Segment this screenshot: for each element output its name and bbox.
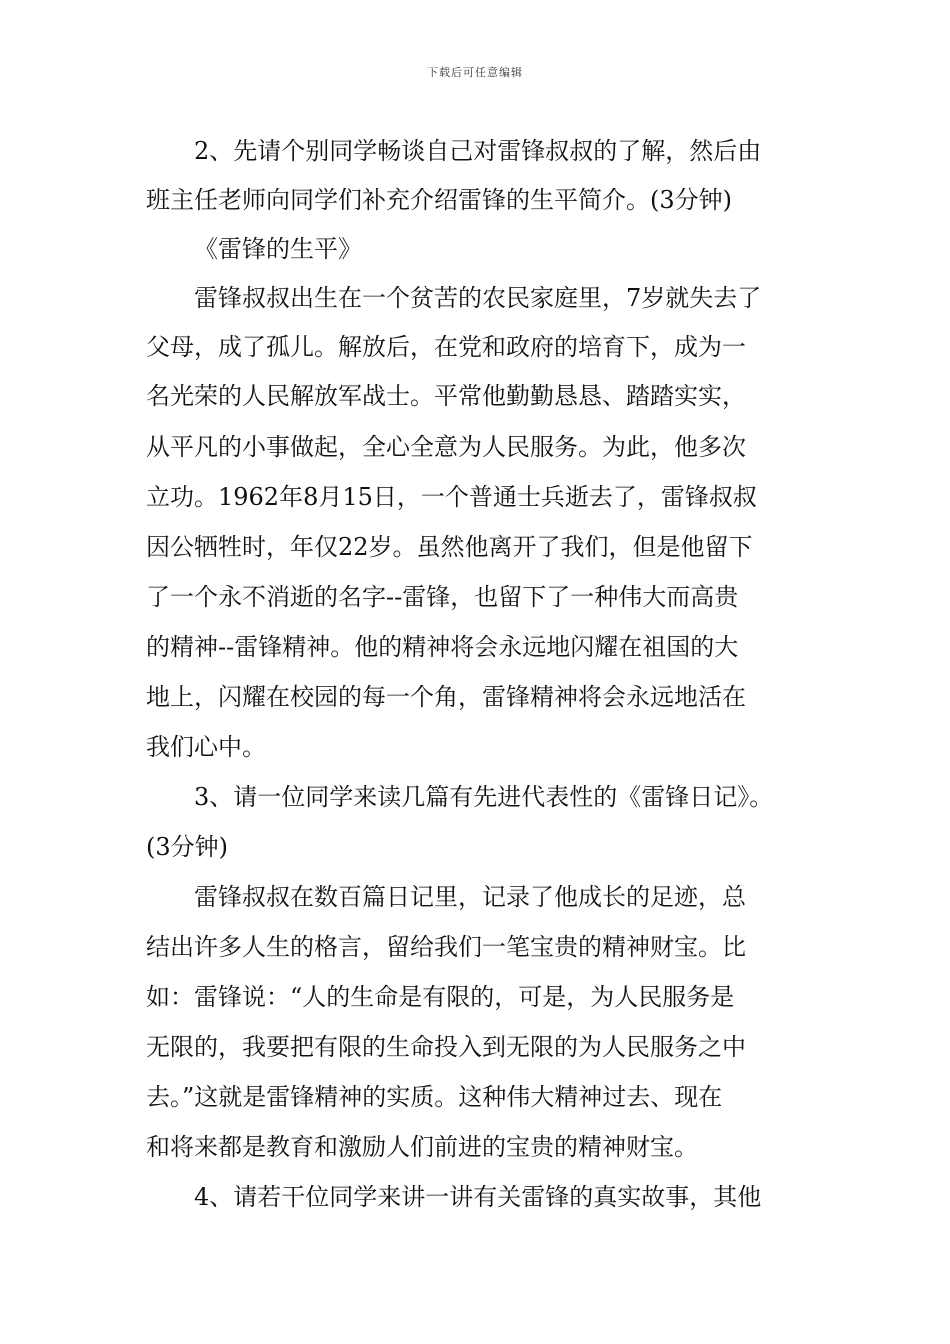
text-line: 了一个永不消逝的名字--雷锋，也留下了一种伟大而高贵 (146, 583, 739, 611)
text-line: 的精神--雷锋精神。他的精神将会永远地闪耀在祖国的大 (146, 633, 739, 661)
text-line: 雷锋叔叔在数百篇日记里，记录了他成长的足迹，总 (194, 883, 746, 911)
text-line: 去。”这就是雷锋精神的实质。这种伟大精神过去、现在 (146, 1083, 723, 1111)
text-line: 班主任老师向同学们补充介绍雷锋的生平简介。(3分钟) (146, 186, 732, 214)
text-line: 结出许多人生的格言，留给我们一笔宝贵的精神财宝。比 (146, 933, 746, 961)
text-line: 2、先请个别同学畅谈自己对雷锋叔叔的了解，然后由 (194, 137, 762, 165)
text-line: 4、请若干位同学来讲一讲有关雷锋的真实故事，其他 (194, 1183, 762, 1211)
text-line: 我们心中。 (146, 733, 266, 761)
text-line: 立功。1962年8月15日，一个普通士兵逝去了，雷锋叔叔 (146, 483, 757, 511)
text-line: 名光荣的人民解放军战士。平常他勤勤恳恳、踏踏实实， (146, 382, 746, 410)
text-line: (3分钟) (146, 833, 228, 861)
text-line: 地上，闪耀在校园的每一个角，雷锋精神将会永远地活在 (146, 683, 746, 711)
text-line: 3、请一位同学来读几篇有先进代表性的《雷锋日记》。 (194, 783, 774, 811)
text-line: 雷锋叔叔出生在一个贫苦的农民家庭里，7岁就失去了 (194, 284, 762, 312)
text-line: 无限的，我要把有限的生命投入到无限的为人民服务之中 (146, 1033, 746, 1061)
section-title: 《雷锋的生平》 (194, 235, 362, 263)
text-line: 和将来都是教育和激励人们前进的宝贵的精神财宝。 (146, 1133, 698, 1161)
text-line: 如：雷锋说：“人的生命是有限的，可是，为人民服务是 (146, 983, 735, 1011)
text-line: 因公牺牲时，年仅22岁。虽然他离开了我们，但是他留下 (146, 533, 753, 561)
text-line: 从平凡的小事做起，全心全意为人民服务。为此，他多次 (146, 433, 746, 461)
page-header: 下载后可任意编辑 (427, 66, 523, 79)
text-line: 父母，成了孤儿。解放后，在党和政府的培育下，成为一 (146, 333, 746, 361)
